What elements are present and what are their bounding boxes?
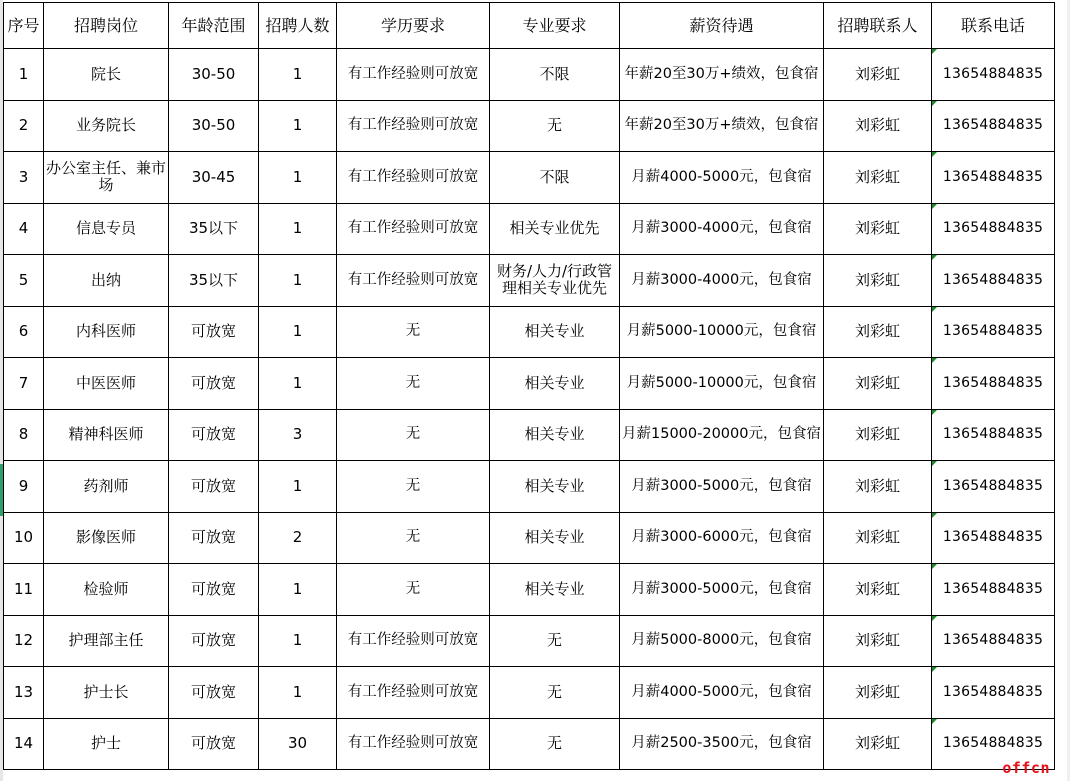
cell-count[interactable]: 1 [259,49,337,101]
cell-count[interactable]: 1 [259,461,337,513]
cell-major[interactable]: 相关专业 [490,306,620,358]
cell-no[interactable]: 10 [4,512,44,564]
header-age[interactable]: 年龄范围 [169,3,259,49]
cell-age[interactable]: 30-45 [169,152,259,204]
cell-contact[interactable]: 刘彩虹 [824,152,932,204]
recruitment-table [3,2,1055,770]
cell-salary[interactable]: 月薪4000-5000元，包食宿 [620,152,824,204]
cell-position[interactable]: 护士长 [44,667,169,719]
cell-phone[interactable] [932,152,1055,204]
comment-indicator-icon [932,564,937,569]
cell-no[interactable]: 7 [4,358,44,410]
cell-salary[interactable]: 年薪20至30万+绩效，包食宿 [620,49,824,101]
header-count[interactable]: 招聘人数 [259,3,337,49]
header-major[interactable]: 专业要求 [490,3,620,49]
cell-count[interactable]: 1 [259,667,337,719]
phone-text: 13654884835 [942,683,1044,700]
cell-no[interactable]: 3 [4,152,44,204]
cell-no[interactable]: 4 [4,203,44,255]
cell-contact[interactable]: 刘彩虹 [824,564,932,616]
header-phone[interactable]: 联系电话 [932,3,1055,49]
comment-indicator-icon [932,719,937,724]
cell-education[interactable]: 有工作经验则可放宽 [337,203,490,255]
phone-text: 13654884835 [942,168,1044,185]
comment-indicator-icon [932,358,937,363]
cell-position[interactable]: 业务院长 [44,100,169,152]
cell-education[interactable]: 无 [337,512,490,564]
table-row [4,409,1055,461]
cell-major[interactable]: 无 [490,615,620,667]
table-row [4,306,1055,358]
cell-age[interactable]: 30-50 [169,49,259,101]
cell-no[interactable]: 1 [4,49,44,101]
cell-position[interactable]: 检验师 [44,564,169,616]
cell-count[interactable]: 1 [259,306,337,358]
cell-no[interactable]: 11 [4,564,44,616]
cell-age[interactable]: 可放宽 [169,718,259,770]
cell-age[interactable]: 可放宽 [169,512,259,564]
cell-salary[interactable]: 月薪3000-6000元，包食宿 [620,512,824,564]
cell-phone[interactable] [932,358,1055,410]
cell-age[interactable]: 可放宽 [169,564,259,616]
phone-text: 13654884835 [942,580,1044,597]
cell-contact[interactable]: 刘彩虹 [824,512,932,564]
cell-major[interactable]: 相关专业 [490,564,620,616]
cell-age[interactable]: 30-50 [169,100,259,152]
cell-major[interactable]: 无 [490,718,620,770]
cell-phone[interactable] [932,203,1055,255]
cell-major[interactable]: 相关专业 [490,409,620,461]
cell-phone[interactable] [932,49,1055,101]
comment-indicator-icon [932,513,937,518]
header-contact[interactable]: 招聘联系人 [824,3,932,49]
cell-major[interactable]: 相关专业 [490,358,620,410]
cell-education[interactable]: 有工作经验则可放宽 [337,615,490,667]
cell-education[interactable]: 有工作经验则可放宽 [337,255,490,307]
cell-count[interactable]: 1 [259,564,337,616]
comment-indicator-icon [932,49,937,54]
cell-phone[interactable] [932,306,1055,358]
cell-count[interactable]: 3 [259,409,337,461]
cell-count[interactable]: 1 [259,203,337,255]
table-row [4,49,1055,101]
phone-text: 13654884835 [942,271,1044,288]
cell-salary[interactable]: 月薪3000-4000元，包食宿 [620,255,824,307]
cell-count[interactable]: 1 [259,615,337,667]
cell-contact[interactable]: 刘彩虹 [824,615,932,667]
cell-phone[interactable] [932,409,1055,461]
cell-no[interactable]: 14 [4,718,44,770]
cell-salary[interactable]: 月薪4000-5000元，包食宿 [620,667,824,719]
phone-text: 13654884835 [942,65,1044,82]
phone-text: 13654884835 [942,220,1044,237]
cell-contact[interactable]: 刘彩虹 [824,203,932,255]
table-row [4,564,1055,616]
cell-age[interactable]: 可放宽 [169,615,259,667]
comment-indicator-icon [932,461,937,466]
cell-age[interactable]: 35以下 [169,203,259,255]
cell-count[interactable]: 2 [259,512,337,564]
cell-no[interactable]: 6 [4,306,44,358]
table-row [4,152,1055,204]
cell-major[interactable]: 相关专业 [490,461,620,513]
cell-contact[interactable]: 刘彩虹 [824,358,932,410]
comment-indicator-icon [932,667,937,672]
cell-position[interactable]: 信息专员 [44,203,169,255]
cell-phone[interactable] [932,461,1055,513]
cell-salary[interactable]: 年薪20至30万+绩效，包食宿 [620,100,824,152]
cell-age[interactable]: 可放宽 [169,409,259,461]
cell-count[interactable]: 1 [259,100,337,152]
cell-education[interactable]: 有工作经验则可放宽 [337,100,490,152]
cell-position[interactable]: 药剂师 [44,461,169,513]
comment-indicator-icon [932,307,937,312]
cell-contact[interactable]: 刘彩虹 [824,409,932,461]
cell-position[interactable]: 影像医师 [44,512,169,564]
header-row [4,3,1055,49]
cell-contact[interactable]: 刘彩虹 [824,718,932,770]
table-row [4,718,1055,770]
cell-count[interactable]: 1 [259,358,337,410]
cell-contact[interactable]: 刘彩虹 [824,255,932,307]
phone-text: 13654884835 [942,117,1044,134]
cell-phone[interactable] [932,564,1055,616]
cell-major[interactable]: 相关专业优先 [490,203,620,255]
cell-no[interactable]: 2 [4,100,44,152]
cell-position[interactable]: 办公室主任、兼市场 [44,152,169,204]
cell-salary[interactable]: 月薪3000-4000元，包食宿 [620,203,824,255]
cell-major[interactable]: 财务/人力/行政管理相关专业优先 [490,255,620,307]
cell-age[interactable]: 可放宽 [169,306,259,358]
phone-text: 13654884835 [942,477,1044,494]
phone-text: 13654884835 [942,735,1044,752]
cell-phone[interactable] [932,512,1055,564]
cell-education[interactable]: 无 [337,306,490,358]
table-row [4,615,1055,667]
cell-salary[interactable]: 月薪5000-10000元，包食宿 [620,306,824,358]
table-row [4,255,1055,307]
cell-count[interactable]: 1 [259,152,337,204]
cell-phone[interactable] [932,615,1055,667]
comment-indicator-icon [932,616,937,621]
comment-indicator-icon [932,255,937,260]
cell-position[interactable]: 出纳 [44,255,169,307]
cell-contact[interactable]: 刘彩虹 [824,306,932,358]
cell-salary[interactable]: 月薪3000-5000元，包食宿 [620,564,824,616]
cell-position[interactable]: 精神科医师 [44,409,169,461]
table-row [4,358,1055,410]
cell-no[interactable]: 13 [4,667,44,719]
cell-age[interactable]: 可放宽 [169,461,259,513]
cell-education[interactable]: 无 [337,409,490,461]
cell-contact[interactable]: 刘彩虹 [824,100,932,152]
cell-no[interactable]: 12 [4,615,44,667]
cell-education[interactable]: 有工作经验则可放宽 [337,718,490,770]
cell-age[interactable]: 可放宽 [169,667,259,719]
phone-text: 13654884835 [942,374,1044,391]
cell-salary[interactable]: 月薪5000-8000元，包食宿 [620,615,824,667]
cell-education[interactable]: 无 [337,564,490,616]
cell-education[interactable]: 有工作经验则可放宽 [337,152,490,204]
cell-education[interactable]: 无 [337,461,490,513]
phone-text: 13654884835 [942,426,1044,443]
cell-education[interactable]: 有工作经验则可放宽 [337,49,490,101]
cell-position[interactable]: 护理部主任 [44,615,169,667]
header-no[interactable]: 序号 [4,3,44,49]
cell-education[interactable]: 有工作经验则可放宽 [337,667,490,719]
table-row [4,667,1055,719]
cell-phone[interactable] [932,255,1055,307]
table-row [4,461,1055,513]
table-row [4,512,1055,564]
cell-major[interactable]: 无 [490,667,620,719]
table-row [4,203,1055,255]
phone-text: 13654884835 [942,632,1044,649]
cell-salary[interactable]: 月薪3000-5000元，包食宿 [620,461,824,513]
cell-no[interactable]: 5 [4,255,44,307]
cell-salary[interactable]: 月薪5000-10000元，包食宿 [620,358,824,410]
comment-indicator-icon [932,101,937,106]
cell-major[interactable]: 不限 [490,49,620,101]
cell-no[interactable]: 9 [4,461,44,513]
cell-age[interactable]: 可放宽 [169,358,259,410]
header-position[interactable]: 招聘岗位 [44,3,169,49]
cell-contact[interactable]: 刘彩虹 [824,49,932,101]
cell-count[interactable]: 1 [259,255,337,307]
cell-phone[interactable] [932,667,1055,719]
comment-indicator-icon [932,204,937,209]
table-row [4,100,1055,152]
header-education[interactable]: 学历要求 [337,3,490,49]
comment-indicator-icon [932,152,937,157]
cell-education[interactable]: 无 [337,358,490,410]
cell-age[interactable]: 35以下 [169,255,259,307]
cell-major[interactable]: 相关专业 [490,512,620,564]
phone-text: 13654884835 [942,323,1044,340]
cell-salary[interactable]: 月薪15000-20000元，包食宿 [620,409,824,461]
cell-contact[interactable]: 刘彩虹 [824,667,932,719]
cell-major[interactable]: 不限 [490,152,620,204]
cell-phone[interactable] [932,100,1055,152]
cell-salary[interactable]: 月薪2500-3500元，包食宿 [620,718,824,770]
cell-contact[interactable]: 刘彩虹 [824,461,932,513]
cell-position[interactable]: 内科医师 [44,306,169,358]
comment-indicator-icon [932,410,937,415]
phone-text: 13654884835 [942,529,1044,546]
cell-position[interactable]: 护士 [44,718,169,770]
cell-major[interactable]: 无 [490,100,620,152]
cell-position[interactable]: 院长 [44,49,169,101]
cell-no[interactable]: 8 [4,409,44,461]
cell-count[interactable]: 30 [259,718,337,770]
watermark-logo: offcn [1002,759,1050,777]
header-salary[interactable]: 薪资待遇 [620,3,824,49]
cell-position[interactable]: 中医医师 [44,358,169,410]
